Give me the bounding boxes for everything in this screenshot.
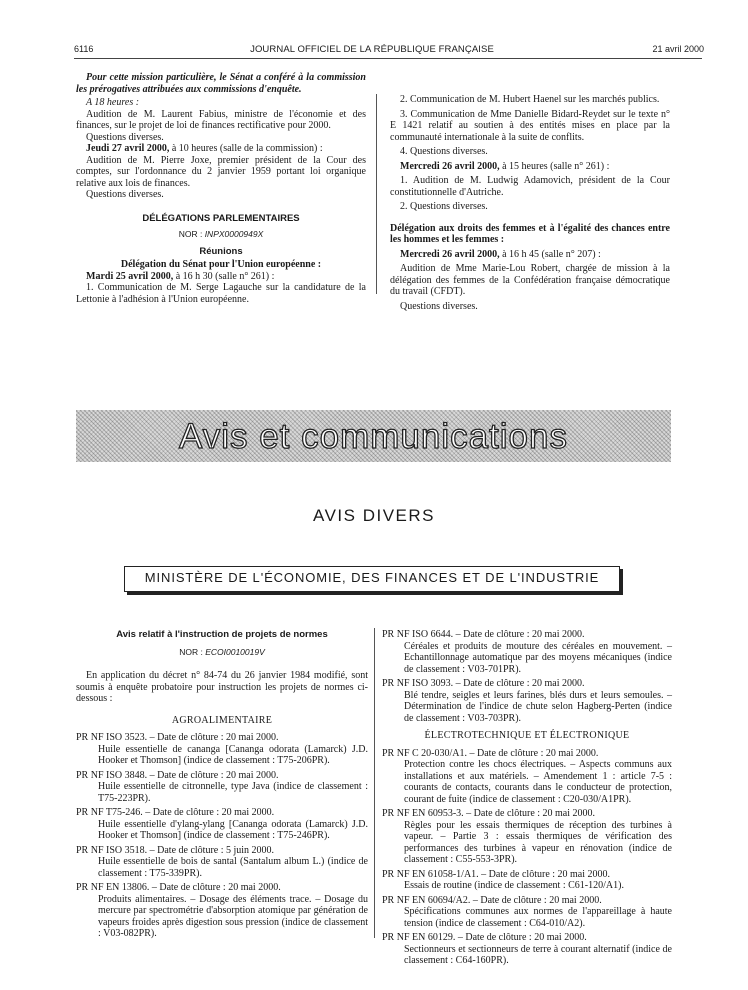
avis-divers-heading: AVIS DIVERS xyxy=(313,506,435,525)
standard-entry xyxy=(382,748,672,806)
standard-ref: PR NF EN 13806. – Date de clôture : 20 mai 2000. xyxy=(76,882,281,893)
session-time: A 18 heures : xyxy=(86,97,140,108)
standard-entry xyxy=(382,869,672,892)
standard-desc: Huile essentielle de bois de santal (Santalum album L.) (indice de classement : T75-339PR). xyxy=(98,856,368,879)
column-divider xyxy=(376,94,377,294)
session-date: Mercredi 26 avril 2000, à 16 h 45 (salle n° 207) : xyxy=(400,248,601,260)
standards-list xyxy=(76,732,368,940)
notice-intro: En application du décret n° 84-74 du 26 janvier 1984 modifié, sont soumis à enquête probatoire pour instruction les projets de normes ci-dessous : xyxy=(76,670,368,704)
page-number: 6116 xyxy=(74,44,94,54)
nor-reference: NOR : INPX0000949X xyxy=(178,229,264,239)
standard-desc: Huile essentielle de citronnelle, type Java (indice de classement : T75-223PR). xyxy=(98,781,368,804)
standard-ref: PR NF EN 61058-1/A1. – Date de clôture : 20 mai 2000. xyxy=(382,868,611,880)
standards-list xyxy=(382,629,672,724)
standard-entry xyxy=(76,732,368,767)
notice-title: Avis relatif à l'instruction de projets de normes xyxy=(116,629,328,640)
standard-ref: PR NF ISO 3093. – Date de clôture : 20 mai 2000. xyxy=(382,678,585,689)
session-text: 1. Communication de M. Serge Lagauche sur la candidature de la Lettonie à l'adhésion à l'Union européenne. xyxy=(76,282,366,305)
standard-ref: PR NF ISO 3848. – Date de clôture : 20 mai 2000. xyxy=(76,769,279,781)
column-divider xyxy=(374,628,375,938)
standard-desc: Spécifications communes aux normes de l'appareillage à haute tension (indice de classement : C64-010/A2). xyxy=(404,906,672,929)
nor-reference: NOR : ECOI0010019V xyxy=(179,646,265,657)
standard-desc: Essais de routine (indice de classement : C61-120/A1). xyxy=(404,880,624,891)
journal-title: JOURNAL OFFICIEL DE LA RÉPUBLIQUE FRANÇAISE xyxy=(250,44,494,55)
agenda-item: 2. Questions diverses. xyxy=(400,201,488,212)
questions-diverses: Questions diverses. xyxy=(86,131,164,143)
section-title-reunions: Réunions xyxy=(199,245,243,257)
session-date: Mercredi 26 avril 2000, à 15 heures (salle n° 261) : xyxy=(400,160,610,172)
questions-diverses: Questions diverses. xyxy=(86,189,164,200)
standard-entry xyxy=(382,895,672,930)
mission-intro: Pour cette mission particulière, le Sénat a conféré à la commission les prérogatives attribuées aux commissions d'enquête. xyxy=(76,72,366,95)
agenda-item: 2. Communication de M. Hubert Haenel sur les marchés publics. xyxy=(400,94,660,105)
ministry-box xyxy=(124,566,620,592)
category-heading: AGROALIMENTAIRE xyxy=(171,714,273,726)
standards-list xyxy=(382,748,672,967)
standard-entry xyxy=(382,629,672,675)
standard-ref: PR NF ISO 3523. – Date de clôture : 20 mai 2000. xyxy=(76,732,279,743)
section-title-delegations: DÉLÉGATIONS PARLEMENTAIRES xyxy=(142,212,300,224)
standard-ref: PR NF ISO 6644. – Date de clôture : 20 mai 2000. xyxy=(382,629,585,640)
bottom-right-column xyxy=(382,629,672,970)
standard-entry xyxy=(382,678,672,724)
agenda-item: 1. Audition de M. Ludwig Adamovich, président de la Cour constitutionnelle d'Autriche. xyxy=(390,175,670,198)
session-date: Mardi 25 avril 2000, à 16 h 30 (salle n° 261) : xyxy=(86,270,275,282)
ministry-title: MINISTÈRE DE L'ÉCONOMIE, DES FINANCES ET DE L'INDUSTRIE xyxy=(144,570,600,585)
standard-ref: PR NF T75-246. – Date de clôture : 20 mai 2000. xyxy=(76,807,275,818)
section-banner xyxy=(76,410,671,462)
session-text: Audition de M. Laurent Fabius, ministre de l'économie et des finances, sur le projet de loi de finances rectificative pour 2000. xyxy=(76,108,366,131)
standard-ref: PR NF C 20-030/A1. – Date de clôture : 20 mai 2000. xyxy=(382,747,599,759)
questions-diverses: Questions diverses. xyxy=(400,300,478,312)
standard-entry xyxy=(76,770,368,805)
delegation-heading: Délégation du Sénat pour l'Union européenne : xyxy=(120,259,322,270)
standard-desc: Céréales et produits de mouture des céréales en mouvement. – Echantillonnage automatique par des moyens mécaniques (indice de classement : V03-701PR). xyxy=(404,640,672,675)
standard-ref: PR NF EN 60129. – Date de clôture : 20 mai 2000. xyxy=(382,932,587,943)
standard-desc: Règles pour les essais thermiques de réception des turbines à vapeur. – Partie 3 : essais thermiques de vérification des performances des turbines à vapeur en rénovation (indice de classement : C55-553-3PR). xyxy=(404,819,672,865)
agenda-item: 4. Questions diverses. xyxy=(400,146,488,157)
bottom-left-column xyxy=(76,629,368,943)
top-left-column xyxy=(76,72,366,305)
standard-ref: PR NF ISO 3518. – Date de clôture : 5 juin 2000. xyxy=(76,844,275,856)
header-divider xyxy=(74,58,702,59)
page-header xyxy=(40,44,704,58)
category-heading: ÉLECTROTECHNIQUE ET ÉLECTRONIQUE xyxy=(424,730,630,741)
standard-entry xyxy=(76,845,368,880)
standard-desc: Protection contre les chocs électriques. – Aspects communs aux installations et aux matériels. – Amendement 1 : article 7-5 : courants de contacts, courants dans le conducteur de protection, courant de fuite (indice de classement : C20-030/A1PR). xyxy=(404,759,672,805)
session-date: Jeudi 27 avril 2000, à 10 heures (salle de la commission) : xyxy=(86,143,323,154)
standard-desc: Huile essentielle d'ylang-ylang [Cananga odorata (Lamarck) J.D. Hooker et Thomson] (indice de classement : T75-246PR). xyxy=(98,818,368,841)
delegation-heading: Délégation aux droits des femmes et à l'égalité des chances entre les hommes et les femmes : xyxy=(390,222,670,245)
standard-desc: Blé tendre, seigles et leurs farines, blés durs et leurs semoules. – Détermination de l'indice de chute selon Hagberg-Perten (indice de classement : V03-703PR). xyxy=(404,689,672,724)
standard-entry xyxy=(76,807,368,842)
top-right-column xyxy=(390,94,670,312)
standard-entry xyxy=(382,808,672,866)
standard-ref: PR NF EN 60694/A2. – Date de clôture : 20 mai 2000. xyxy=(382,894,602,906)
standard-entry xyxy=(382,932,672,967)
standard-entry xyxy=(76,882,368,940)
banner-title: Avis et communications xyxy=(178,417,568,456)
session-text: Audition de M. Pierre Joxe, premier président de la Cour des comptes, sur l'ordonnance du 2 janvier 1959 portant loi organique relative aux lois de finances. xyxy=(76,154,366,189)
issue-date: 21 avril 2000 xyxy=(652,44,704,54)
session-text: Audition de Mme Marie-Lou Robert, chargée de mission à la délégation des femmes de la Confédération française démocratique du travail (CFDT). xyxy=(390,263,670,297)
standard-desc: Produits alimentaires. – Dosage des éléments trace. – Dosage du mercure par spectrométrie d'absorption atomique par génération de vapeurs froides après digestion sous pression (indice de classement : V03-082PR). xyxy=(98,893,368,939)
standard-desc: Huile essentielle de cananga [Cananga odorata (Lamarck) J.D. Hooker et Thomson] (indice de classement : T75-206PR). xyxy=(98,743,368,766)
standard-ref: PR NF EN 60953-3. – Date de clôture : 20 mai 2000. xyxy=(382,808,596,819)
standard-desc: Sectionneurs et sectionneurs de terre à courant alternatif (indice de classement : C64-160PR). xyxy=(404,943,672,966)
agenda-item: 3. Communication de Mme Danielle Bidard-Reydet sur le texte n° E 1421 relatif au soutien à des entités mises en place par la communauté internationale à la suite de conflits. xyxy=(390,108,670,143)
